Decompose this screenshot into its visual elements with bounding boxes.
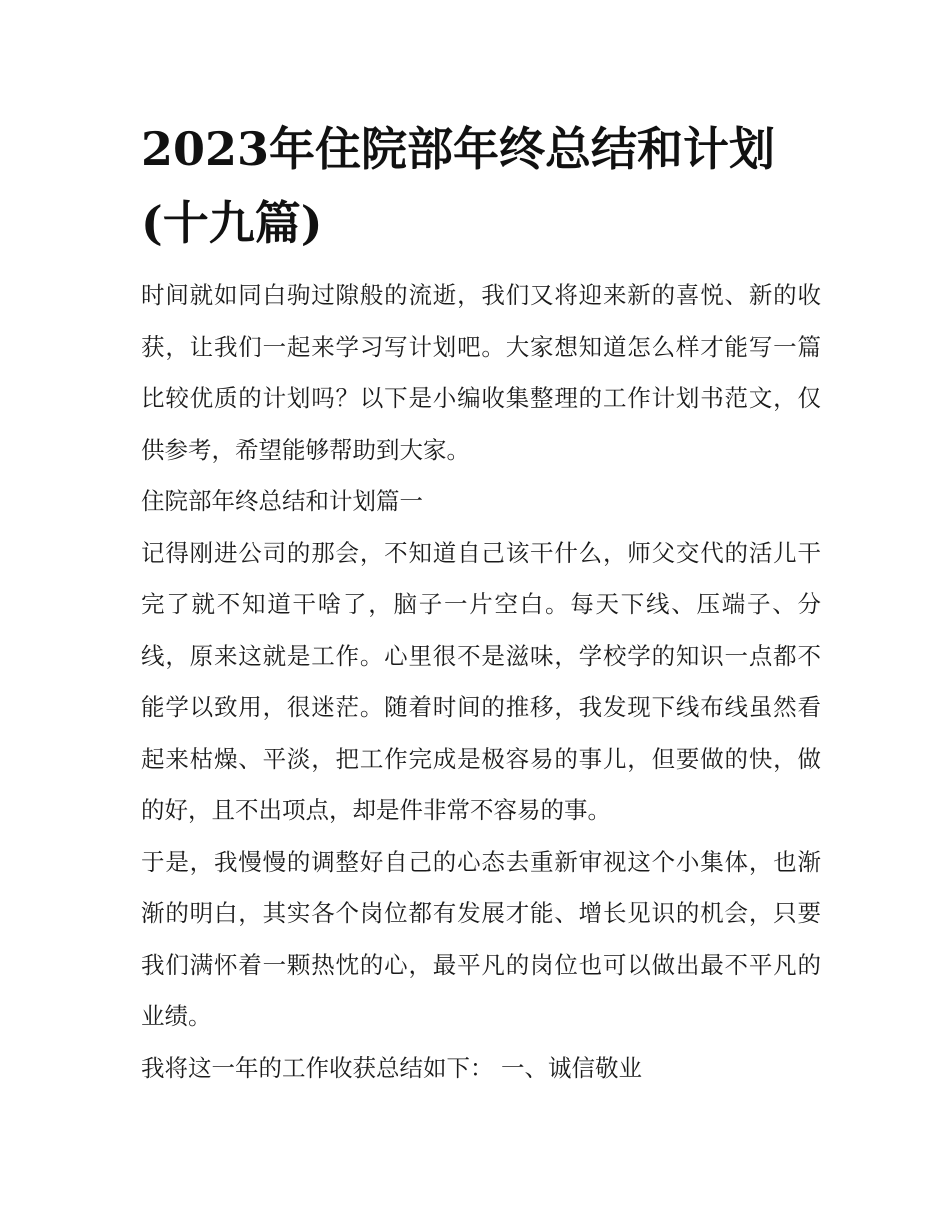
intro-paragraph: 时间就如同白驹过隙般的流逝，我们又将迎来新的喜悦、新的收获，让我们一起来学习写计划吧。大家想知道怎么样才能写一篇比较优质的计划吗？以下是小编收集整理的工作计划书范文，仅供参考，希望能够帮助到大家。 (141, 281, 821, 464)
body-paragraph: 我将这一年的工作收获总结如下： 一、诚信敬业 (141, 1053, 642, 1082)
document-page (141, 112, 821, 1094)
section-heading: 住院部年终总结和计划篇一 (141, 487, 423, 515)
document-title: 2023年住院部年终总结和计划(十九篇) (141, 122, 776, 250)
body-paragraph: 记得刚进公司的那会，不知道自己该干什么，师父交代的活儿干完了就不知道干啥了，脑子一片空白。每天下线、压端子、分线，原来这就是工作。心里很不是滋味，学校学的知识一点都不能学以致用，很迷茫。随着时间的推移，我发现下线布线虽然看起来枯燥、平淡，把工作完成是极容易的事儿，但要做的快，做的好，且不出项点，却是件非常不容易的事。 (141, 538, 821, 824)
body-paragraph: 于是，我慢慢的调整好自己的心态去重新审视这个小集体，也渐渐的明白，其实各个岗位都有发展才能、增长见识的机会，只要我们满怀着一颗热忱的心，最平凡的岗位也可以做出最不平凡的业绩。 (141, 847, 821, 1030)
